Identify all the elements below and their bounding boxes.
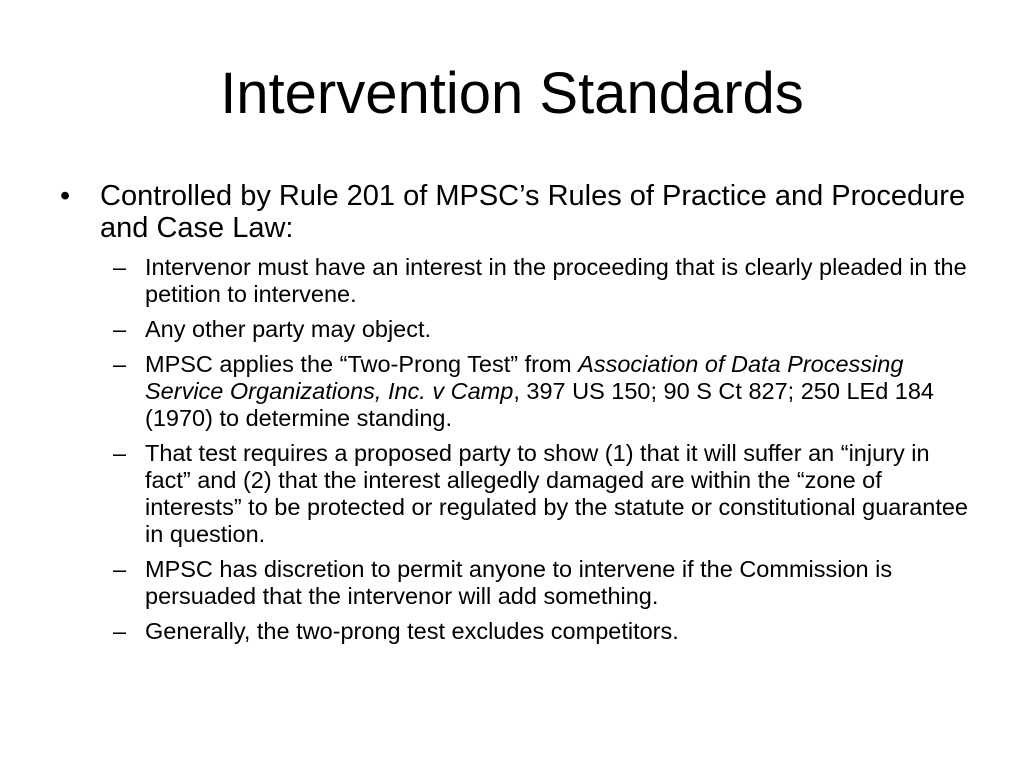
sub-bullet-marker: – <box>113 556 127 582</box>
sub-bullet-marker: – <box>113 316 127 342</box>
bullet-marker: • <box>60 180 71 212</box>
sub-bullet-text: Any other party may object. <box>145 316 432 342</box>
sub-bullet-item <box>60 618 970 645</box>
sub-bullet-list <box>60 254 970 645</box>
main-bullet <box>60 180 970 244</box>
sub-bullet-text <box>145 351 934 431</box>
sub-bullet-item <box>60 254 970 308</box>
sub-bullet-item <box>60 440 970 548</box>
sub-bullet-text-lead: MPSC applies the “Two-Prong Test” from <box>145 351 579 377</box>
sub-bullet-text: MPSC has discretion to permit anyone to intervene if the Commission is persuaded that the intervenor will add something. <box>145 556 893 609</box>
sub-bullet-text: Generally, the two-prong test excludes competitors. <box>145 618 679 644</box>
slide-body <box>60 180 970 653</box>
case-citation: Association of Data Processing Service Organizations, Inc. v Camp <box>145 351 904 404</box>
sub-bullet-item <box>60 316 970 343</box>
sub-bullet-marker: – <box>113 618 127 644</box>
sub-bullet-item <box>60 351 970 432</box>
sub-bullet-item <box>60 556 970 610</box>
sub-bullet-marker: – <box>113 254 127 280</box>
sub-bullet-text-tail: , 397 US 150; 90 S Ct 827; 250 LEd 184 (1970) to determine standing. <box>145 378 935 431</box>
sub-bullet-text: That test requires a proposed party to show (1) that it will suffer an “injury in fact” and (2) that the interest allegedly damaged are within the “zone of interests” to be protected or regulated by the statute or constitutional guarantee in question. <box>145 440 969 547</box>
main-bullet-text: Controlled by Rule 201 of MPSC’s Rules of Practice and Procedure and Case Law: <box>100 180 966 244</box>
sub-bullet-marker: – <box>113 351 127 377</box>
slide-title: Intervention Standards <box>220 61 804 126</box>
sub-bullet-text: Intervenor must have an interest in the proceeding that is clearly pleaded in the petition to intervene. <box>145 254 967 307</box>
sub-bullet-marker: – <box>113 440 127 466</box>
